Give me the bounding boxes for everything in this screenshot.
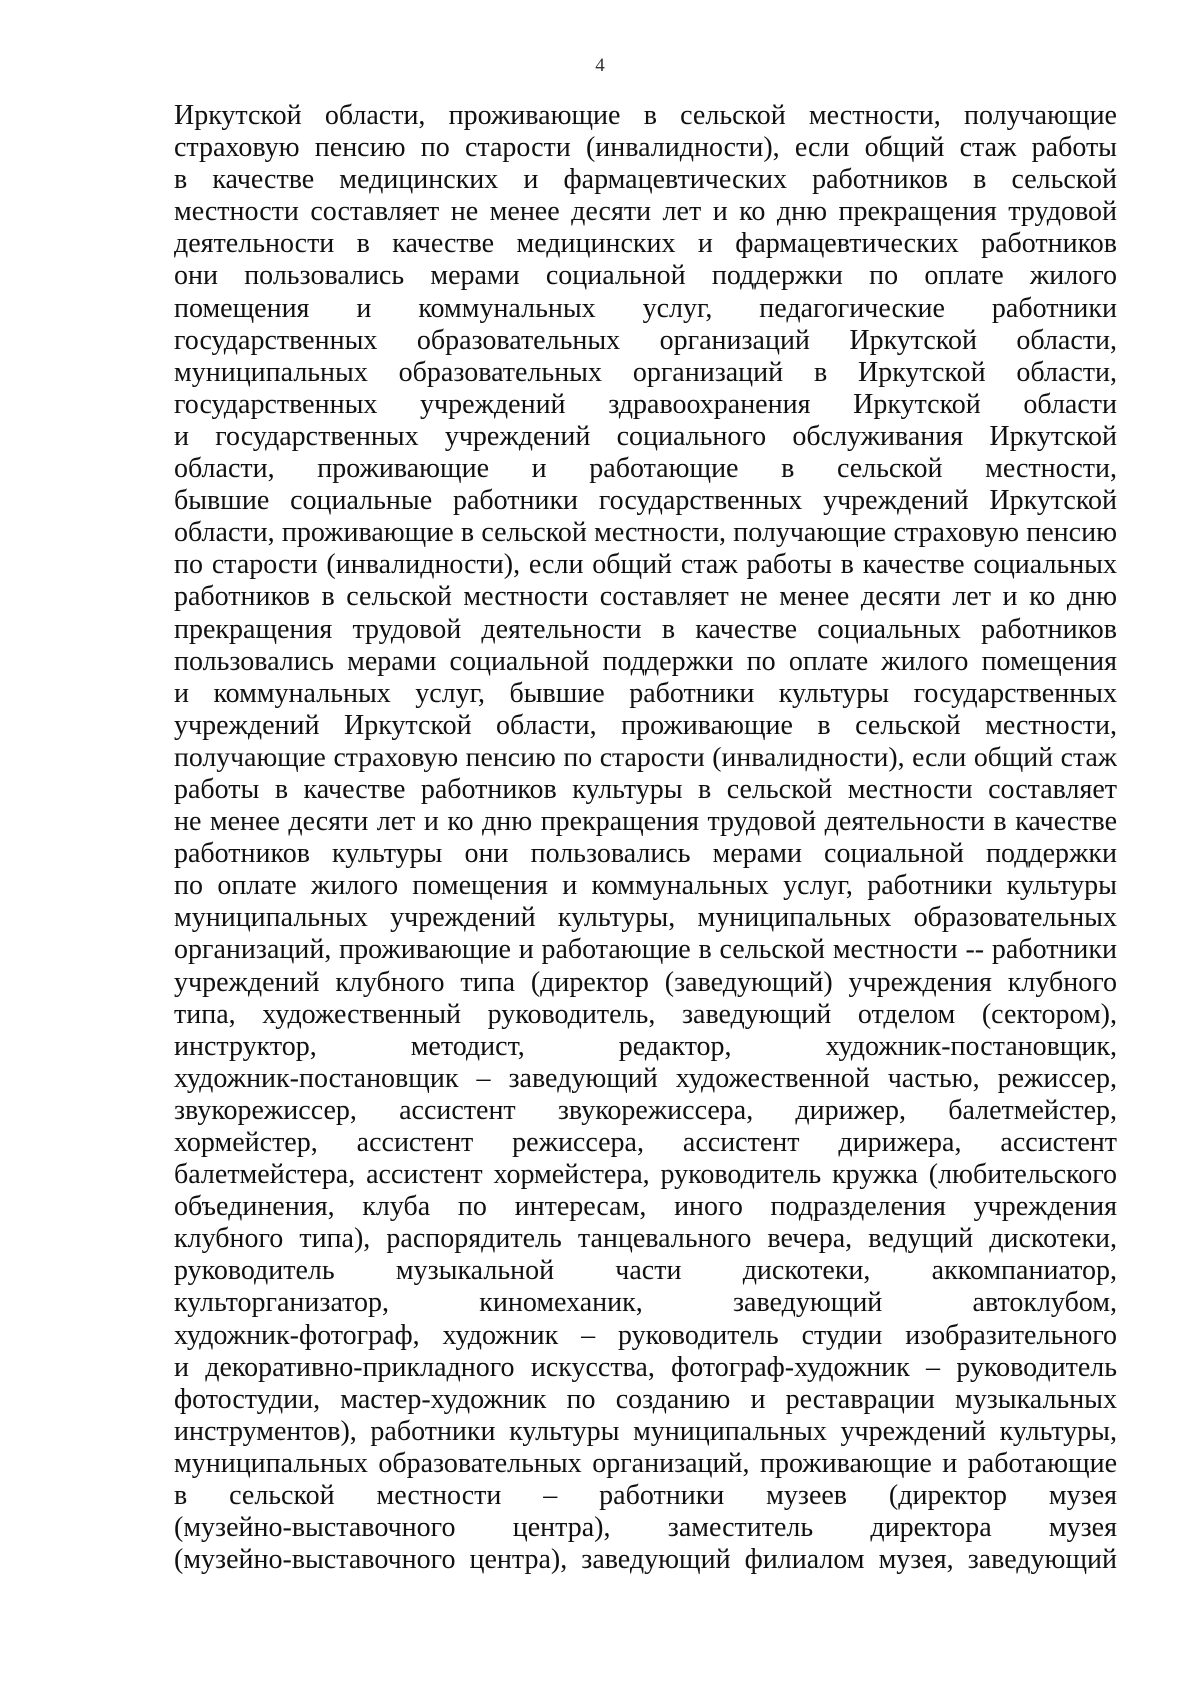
text-line: муниципальных учреждений культуры, муниципальных образовательных bbox=[174, 902, 1117, 934]
text-line: учреждений клубного типа (директор (заведующий) учреждения клубного bbox=[174, 966, 1117, 998]
text-line: работников в сельской местности составляет не менее десяти лет и ко дню bbox=[174, 581, 1117, 613]
text-line: Иркутской области, проживающие в сельской местности, получающие bbox=[174, 100, 1117, 131]
text-line: бывшие социальные работники государственных учреждений Иркутской bbox=[174, 485, 1117, 517]
text-line: звукорежиссер, ассистент звукорежиссера, дирижер, балетмейстер, bbox=[174, 1094, 1117, 1126]
text-line: и государственных учреждений социального обслуживания Иркутской bbox=[174, 420, 1117, 452]
text-line: организаций, проживающие и работающие в сельской местности -- работники bbox=[174, 934, 1117, 966]
text-line: художник-постановщик – заведующий художественной частью, режиссер, bbox=[174, 1062, 1117, 1094]
text-line: учреждений Иркутской области, проживающие в сельской местности, bbox=[174, 709, 1117, 741]
text-line: по оплате жилого помещения и коммунальных услуг, работники культуры bbox=[174, 870, 1117, 902]
text-line: инструктор, методист, редактор, художник-постановщик, bbox=[174, 1030, 1117, 1062]
body-text bbox=[174, 100, 1117, 1576]
text-line: объединения, клуба по интересам, иного подразделения учреждения bbox=[174, 1191, 1117, 1223]
text-line: не менее десяти лет и ко дню прекращения трудовой деятельности в качестве bbox=[174, 806, 1117, 838]
text-line: клубного типа), распорядитель танцевального вечера, ведущий дискотеки, bbox=[174, 1223, 1117, 1255]
text-line: (музейно-выставочного центра), заместитель директора музея bbox=[174, 1512, 1117, 1544]
text-line: государственных учреждений здравоохранения Иркутской области bbox=[174, 388, 1117, 420]
text-line: культорганизатор, киномеханик, заведующий автоклубом, bbox=[174, 1287, 1117, 1319]
text-line: государственных образовательных организаций Иркутской области, bbox=[174, 324, 1117, 356]
text-line: художник-фотограф, художник – руководитель студии изобразительного bbox=[174, 1319, 1117, 1351]
text-line: работников культуры они пользовались мерами социальной поддержки bbox=[174, 838, 1117, 870]
page-number: 4 bbox=[595, 55, 605, 76]
text-line: хормейстер, ассистент режиссера, ассистент дирижера, ассистент bbox=[174, 1127, 1117, 1158]
text-line: пользовались мерами социальной поддержки по оплате жилого помещения bbox=[174, 645, 1117, 677]
text-line: получающие страховую пенсию по старости (инвалидности), если общий стаж bbox=[174, 741, 1117, 773]
text-line: прекращения трудовой деятельности в качестве социальных работников bbox=[174, 613, 1117, 645]
text-line: в качестве медицинских и фармацевтических работников в сельской bbox=[174, 164, 1117, 196]
text-line: инструментов), работники культуры муниципальных учреждений культуры, bbox=[174, 1415, 1117, 1447]
text-line: в сельской местности – работники музеев (директор музея bbox=[174, 1480, 1117, 1512]
text-line: работы в качестве работников культуры в сельской местности составляет bbox=[174, 773, 1117, 805]
text-line: области, проживающие и работающие в сельской местности, bbox=[174, 453, 1117, 485]
text-line: фотостудии, мастер-художник по созданию и реставрации музыкальных bbox=[174, 1383, 1117, 1415]
text-line: они пользовались мерами социальной поддержки по оплате жилого bbox=[174, 260, 1117, 292]
text-line: муниципальных образовательных организаций в Иркутской области, bbox=[174, 356, 1117, 388]
text-line: руководитель музыкальной части дискотеки, аккомпаниатор, bbox=[174, 1255, 1117, 1287]
text-line: помещения и коммунальных услуг, педагогические работники bbox=[174, 292, 1117, 324]
text-line: местности составляет не менее десяти лет и ко дню прекращения трудовой bbox=[174, 196, 1117, 228]
text-line: (музейно-выставочного центра), заведующий филиалом музея, заведующий bbox=[174, 1544, 1117, 1576]
text-line: по старости (инвалидности), если общий стаж работы в качестве социальных bbox=[174, 549, 1117, 581]
text-line: деятельности в качестве медицинских и фармацевтических работников bbox=[174, 228, 1117, 260]
text-line: муниципальных образовательных организаций, проживающие и работающие bbox=[174, 1447, 1117, 1479]
text-line: страховую пенсию по старости (инвалидности), если общий стаж работы bbox=[174, 132, 1117, 164]
text-line: балетмейстера, ассистент хормейстера, руководитель кружка (любительского bbox=[174, 1159, 1117, 1191]
text-line: типа, художественный руководитель, заведующий отделом (сектором), bbox=[174, 998, 1117, 1030]
text-line: области, проживающие в сельской местности, получающие страховую пенсию bbox=[174, 517, 1117, 549]
text-line: и декоративно-прикладного искусства, фотограф-художник – руководитель bbox=[174, 1351, 1117, 1383]
text-line: и коммунальных услуг, бывшие работники культуры государственных bbox=[174, 677, 1117, 709]
